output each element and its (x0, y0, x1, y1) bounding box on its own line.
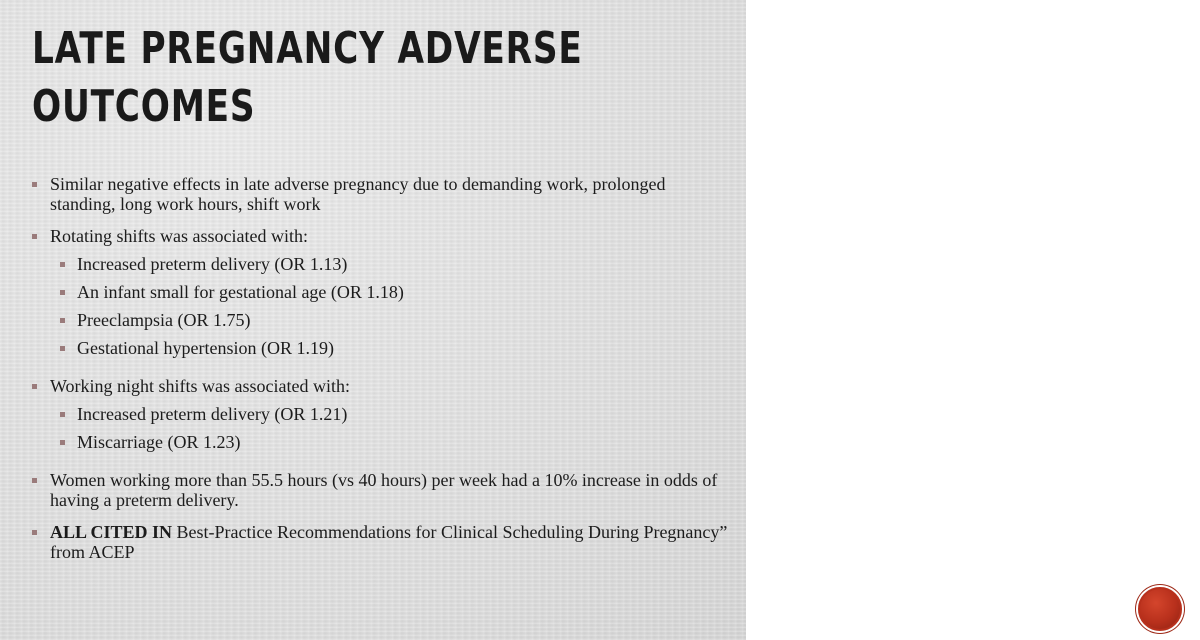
sub-bullet-text: Gestational hypertension (OR 1.19) (77, 338, 334, 358)
bullet-text: Women working more than 55.5 hours (vs 40 hours) per week had a 10% increase in odds of having a preterm delivery. (50, 470, 718, 510)
bullet-item (32, 376, 732, 396)
slide-title-line-1: LATE PREGNANCY ADVERSE (32, 23, 583, 74)
slide-body (32, 174, 732, 562)
bullet-marker-icon (60, 262, 65, 267)
bullet-marker-icon (60, 290, 65, 295)
sub-bullet-text: Increased preterm delivery (OR 1.21) (77, 404, 348, 424)
red-circle-button-icon[interactable] (1138, 587, 1182, 631)
bullet-marker-icon (60, 440, 65, 445)
sub-bullet-item (32, 254, 732, 274)
slide-title (32, 20, 583, 136)
bullet-text: Rotating shifts was associated with: (50, 226, 308, 246)
slide-title-line-2: OUTCOMES (32, 81, 256, 132)
bullet-marker-icon (32, 478, 37, 483)
sub-bullet-item (32, 404, 732, 424)
bullet-marker-icon (32, 234, 37, 239)
bullet-marker-icon (32, 182, 37, 187)
citation-text: Best-Practice Recommendations for Clinical Scheduling During Pregnancy” from ACEP (50, 522, 728, 562)
bullet-marker-icon (32, 530, 37, 535)
sub-bullet-item (32, 432, 732, 452)
bullet-text: Working night shifts was associated with: (50, 376, 351, 396)
bullet-marker-icon (60, 346, 65, 351)
bullet-item (32, 226, 732, 246)
sub-bullet-item (32, 338, 732, 358)
citation-bold-prefix: ALL CITED IN (50, 522, 173, 542)
sub-bullet-text: Increased preterm delivery (OR 1.13) (77, 254, 348, 274)
bullet-item (32, 522, 732, 562)
bullet-item (32, 470, 732, 510)
sub-bullet-item (32, 310, 732, 330)
bullet-text: Similar negative effects in late adverse pregnancy due to demanding work, prolonged standing, long work hours, shift work (50, 174, 666, 214)
bullet-item (32, 174, 732, 214)
sub-bullet-text: Miscarriage (OR 1.23) (77, 432, 241, 452)
bullet-marker-icon (32, 384, 37, 389)
sub-bullet-text: An infant small for gestational age (OR 1.18) (77, 282, 404, 302)
bullet-marker-icon (60, 318, 65, 323)
sub-bullet-item (32, 282, 732, 302)
bullet-marker-icon (60, 412, 65, 417)
sub-bullet-text: Preeclampsia (OR 1.75) (77, 310, 251, 330)
